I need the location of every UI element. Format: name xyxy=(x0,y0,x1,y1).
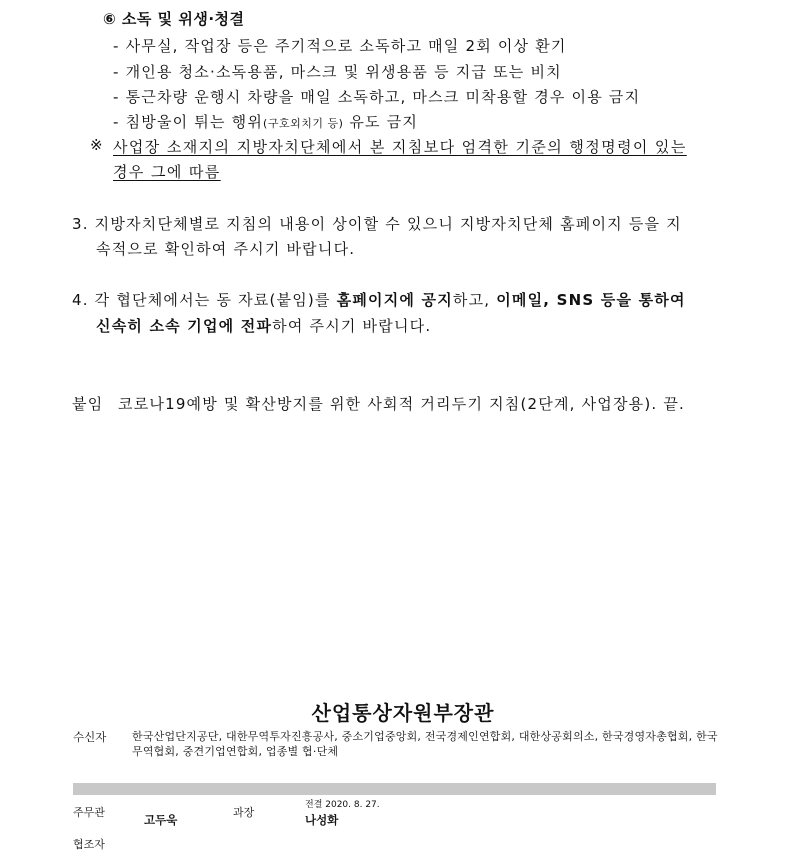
chief-label: 과장 xyxy=(233,806,255,819)
bullet-droplets-text: - 침방울이 튀는 행위 xyxy=(113,113,264,131)
paragraph-4-text: 4. 각 협단체에서는 동 자료(붙임)를 xyxy=(72,291,337,309)
bullet-droplets xyxy=(113,111,418,132)
recipients-label: 수신자 xyxy=(73,730,107,744)
paragraph-4-text-2: 하고, xyxy=(452,291,497,309)
officer-name: 고두욱 xyxy=(144,813,178,827)
divider-bar xyxy=(73,783,716,795)
paragraph-4-emphasis-email: 이메일, SNS 등을 통하여 xyxy=(496,291,686,309)
decision-note: 전결 2020. 8. 27. xyxy=(305,800,380,810)
note-line-1: 사업장 소재지의 지방자치단체에서 본 지침보다 엄격한 기준의 행정명령이 있는 xyxy=(113,138,687,156)
paragraph-3-line-2: 속적으로 확인하여 주시기 바랍니다. xyxy=(96,240,356,258)
note-mark: ※ xyxy=(90,136,103,154)
chief-name: 나성화 xyxy=(305,813,339,827)
bullet-droplets-example: (구호외치기 등) xyxy=(263,117,344,130)
attachment-line xyxy=(72,393,685,414)
bullet-supplies: - 개인용 청소·소독용품, 마스크 및 위생용품 등 지급 또는 비치 xyxy=(113,63,562,81)
bullet-ventilation: - 사무실, 작업장 등은 주기적으로 소독하고 매일 2회 이상 환기 xyxy=(113,37,567,55)
section-heading: ⑥ 소독 및 위생·청결 xyxy=(103,10,245,28)
signer-title: 산업통상자원부장관 xyxy=(311,701,495,725)
paragraph-4-line-2 xyxy=(96,315,431,336)
attachment-label: 붙임 xyxy=(72,395,104,413)
paragraph-4-emphasis-homepage: 홈페이지에 공지 xyxy=(336,291,453,309)
paragraph-4-line-1 xyxy=(72,289,686,310)
paragraph-4-emphasis-spread: 신속히 소속 기업에 전파 xyxy=(96,317,273,335)
bullet-droplets-tail: 유도 금지 xyxy=(343,113,419,131)
attachment-text: 코로나19예방 및 확산방지를 위한 사회적 거리두기 지침(2단계, 사업장용). 끝. xyxy=(118,395,685,413)
cooperator-label: 협조자 xyxy=(73,838,105,851)
officer-label: 주무관 xyxy=(73,806,105,819)
recipients-list: 한국산업단지공단, 대한무역투자진흥공사, 중소기업중앙회, 전국경제인연합회, 대한상공회의소, 한국경영자총협회, 한국무역협회, 중견기업연합회, 업종별 협·단체 xyxy=(132,730,718,758)
bullet-commute-vehicle: - 통근차량 운행시 차량을 매일 소독하고, 마스크 미착용할 경우 이용 금지 xyxy=(113,88,641,106)
paragraph-4-text-3: 하여 주시기 바랍니다. xyxy=(272,317,432,335)
note-line-2: 경우 그에 따름 xyxy=(113,163,221,181)
paragraph-3-line-1: 3. 지방자치단체별로 지침의 내용이 상이할 수 있으니 지방자치단체 홈페이지 등을 지 xyxy=(72,215,682,233)
